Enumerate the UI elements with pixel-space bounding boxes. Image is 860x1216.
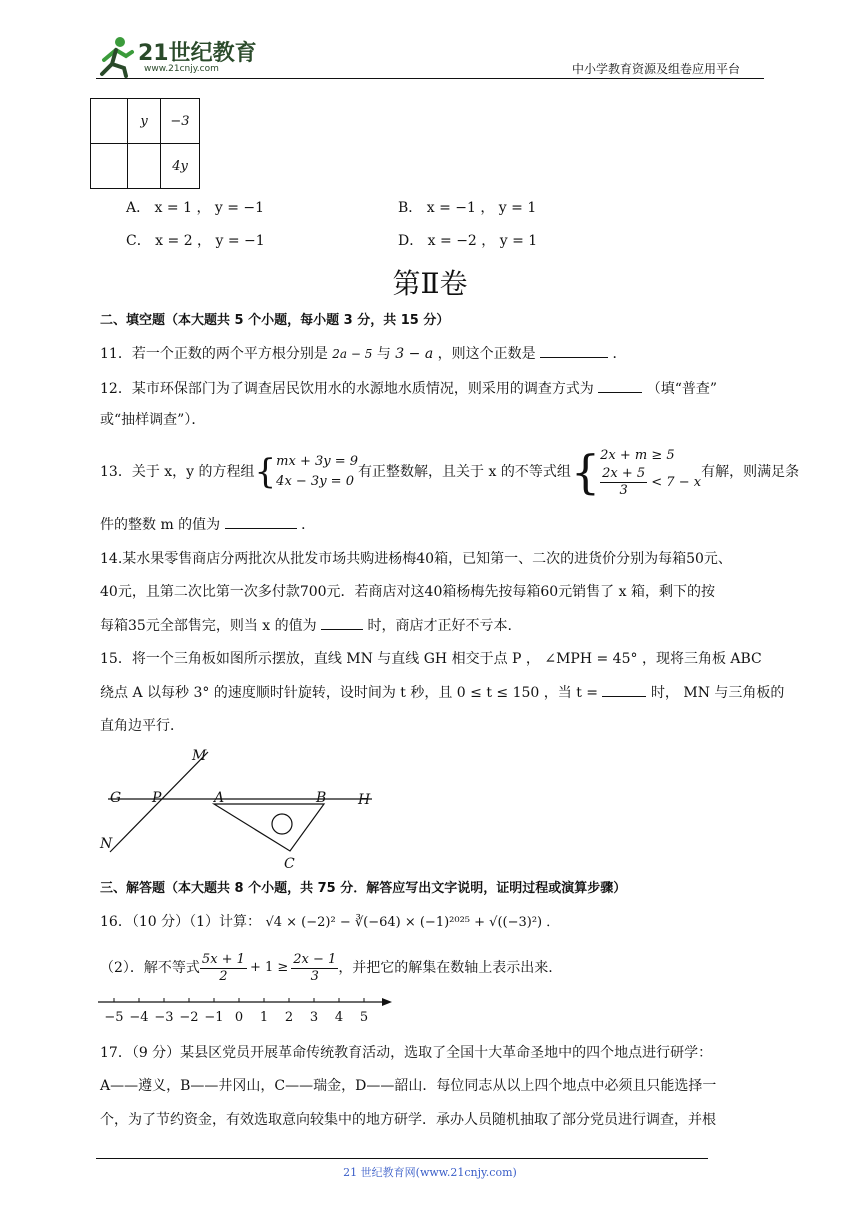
label-h: H [358, 792, 371, 808]
triangle-figure [96, 740, 386, 876]
runner-logo-icon [96, 34, 136, 78]
label-a: A [214, 790, 225, 806]
q16-mid: + 1 ≥ [249, 960, 289, 975]
question-14-line-3 [100, 615, 512, 636]
q13-text-c: 有解，则满足条 [701, 464, 800, 480]
q13-equation-1: mx + 3y = 9 [276, 454, 359, 469]
q11-text-b: ，则这个正数是 [437, 346, 536, 362]
grid-cell: −3 [161, 99, 200, 144]
grid-cell: y [128, 99, 161, 144]
question-15-line-1: 15．将一个三角板如图所示摆放，直线 MN 与直线 GH 相交于点 P ， ∠MPH = 45° ，现将三角板 ABC [100, 651, 762, 667]
site-logo [96, 34, 256, 78]
q13-inequality-1: 2x + m ≥ 5 [600, 447, 675, 463]
number-line-label: 0 [234, 1010, 244, 1025]
q12-answer-blank[interactable] [598, 378, 642, 393]
option-b: B． x = −1 ， y = 1 [398, 200, 537, 216]
q16-expression: √4 × (−2)² − ∛(−64) × (−1)²⁰²⁵ + √((−3)²) ． [265, 915, 560, 930]
label-p: P [152, 790, 162, 806]
q16-fraction-1 [200, 952, 247, 985]
q11-text-a: 11．若一个正数的两个平方根分别是 [100, 346, 328, 362]
brace-icon: { [570, 445, 601, 499]
number-grid [90, 98, 200, 189]
q13-fraction [600, 466, 647, 499]
triangle-abc [214, 804, 324, 851]
question-16-part-2 [100, 948, 553, 988]
question-15-line-2 [100, 682, 784, 703]
q14-line3a: 每箱35元全部售完，则当 x 的值为 [100, 618, 317, 634]
option-a: A． x = 1 ， y = −1 [126, 200, 265, 216]
q16-p2a: （2）．解不等式 [100, 960, 200, 976]
q11-answer-blank[interactable] [540, 343, 608, 358]
footer-rule [96, 1158, 708, 1159]
q13-answer-blank[interactable] [225, 514, 297, 529]
question-14-line-1: 14.某水果零售商店分两批次从批发市场共购进杨梅40箱，已知第一、二次的进货价分别为每箱50元、 [100, 551, 732, 567]
label-c: C [284, 856, 295, 872]
q13-equation-2: 4x − 3y = 0 [276, 474, 354, 489]
grid-cell [128, 144, 161, 189]
header-rule [96, 78, 764, 79]
q13-text-b: 有正整数解，且关于 x 的不等式组 [358, 464, 571, 480]
number-line-label: −5 [104, 1010, 124, 1025]
q16-fraction-2-num: 2x − 1 [293, 951, 337, 967]
q13-line2-end: ． [301, 517, 316, 533]
q13-inequality-rest: < 7 − x [651, 474, 702, 490]
q15-answer-blank[interactable] [602, 682, 646, 697]
number-line-label: 4 [334, 1010, 344, 1025]
q13-inequality-system [600, 446, 701, 499]
question-11 [100, 343, 627, 364]
question-12-line-1 [100, 378, 717, 399]
question-17-line-1: 17．（9 分）某县区党员开展革命传统教育活动，选取了全国十大革命圣地中的四个地点进行研学： [100, 1045, 713, 1061]
q16-fraction-2-den: 3 [310, 968, 319, 984]
question-17-line-2: A——遵义，B——井冈山，C——瑞金，D——韶山．每位同志从以上四个地点中必须且只能选择一 [100, 1078, 717, 1094]
label-n: N [100, 836, 113, 852]
q15-line2b: 时， MN 与三角板的 [650, 685, 785, 701]
option-d: D． x = −2 ， y = 1 [398, 233, 538, 249]
q11-end: ． [612, 346, 627, 362]
q15-line2a: 绕点 A 以每秒 3° 的速度顺时针旋转，设时间为 t 秒，且 0 ≤ t ≤ 150 ，当 t = [100, 685, 599, 701]
grid-cell [91, 144, 128, 189]
section-3-heading: 三、解答题（本大题共 8 个小题，共 75 分．解答应写出文字说明，证明过程或演算步骤） [100, 881, 627, 896]
triangle-hole [272, 814, 292, 834]
question-13-line-2 [100, 514, 315, 535]
q16-p2b: ，并把它的解集在数轴上表示出来. [338, 960, 553, 976]
brace-icon: { [254, 452, 277, 492]
number-line [96, 990, 396, 1026]
label-g: G [110, 790, 122, 806]
number-line-label: 5 [359, 1010, 369, 1025]
q16-fraction-2 [291, 952, 338, 985]
logo-main-text: 21世纪教育 [138, 41, 257, 66]
question-13-line-1 [100, 442, 799, 502]
q16-fraction-1-num: 5x + 1 [201, 951, 245, 967]
number-line-label: −3 [154, 1010, 174, 1025]
label-b: B [316, 790, 327, 806]
question-14-line-2: 40元，且第二次比第一次多付款700元．若商店对这40箱杨梅先按每箱60元销售了 x 箱，剩下的按 [100, 584, 715, 600]
q13-fraction-num: 2x + 5 [602, 465, 646, 481]
q14-answer-blank[interactable] [321, 615, 363, 630]
q12-line1: 12．某市环保部门为了调查居民饮用水的水源地水质情况，则采用的调查方式为 [100, 381, 594, 397]
footer-link[interactable]: 21 世纪教育网(www.21cnjy.com) [343, 1166, 517, 1179]
number-line-label: −1 [204, 1010, 224, 1025]
q13-line2: 件的整数 m 的值为 [100, 517, 221, 533]
header-platform-text: 中小学教育资源及组卷应用平台 [572, 62, 741, 76]
section-2-heading: 二、填空题（本大题共 5 个小题，每小题 3 分，共 15 分） [100, 313, 450, 328]
number-line-label: −4 [129, 1010, 149, 1025]
arrow-right-icon [382, 998, 392, 1006]
q16-p1: 16．（10 分）（1）计算： [100, 914, 261, 930]
number-line-label: 1 [259, 1010, 269, 1025]
q14-line3b: 时，商店才正好不亏本. [367, 618, 512, 634]
question-16-part-1 [100, 912, 559, 933]
option-c: C． x = 2 ， y = −1 [126, 233, 265, 249]
label-m: M [192, 748, 207, 764]
q13-text-a: 13．关于 x，y 的方程组 [100, 464, 255, 480]
number-line-label: 3 [309, 1010, 319, 1025]
q13-inequality-2 [600, 466, 701, 499]
question-12-line-2: 或“抽样调查”）． [100, 412, 206, 428]
number-line-label: −2 [179, 1010, 199, 1025]
question-15-line-3: 直角边平行． [100, 718, 184, 734]
grid-cell [91, 99, 128, 144]
q16-fraction-1-den: 2 [219, 968, 228, 984]
q11-mid: 与 [376, 346, 391, 362]
q12-line1-end: （填“普查” [646, 381, 718, 397]
number-line-label: 2 [284, 1010, 294, 1025]
q13-fraction-den: 3 [619, 482, 628, 498]
question-17-line-3: 个，为了节约资金，有效选取意向较集中的地方研学．承办人员随机抽取了部分党员进行调查，并根 [100, 1112, 716, 1128]
logo-sub-text: www.21cnjy.com [144, 64, 219, 74]
q11-expr2: 3 − a [395, 346, 434, 362]
q11-expr1: 2a − 5 [332, 347, 373, 361]
q13-equation-system [276, 452, 358, 492]
volume-title: 第Ⅱ卷 [392, 267, 468, 300]
grid-cell: 4y [161, 144, 200, 189]
